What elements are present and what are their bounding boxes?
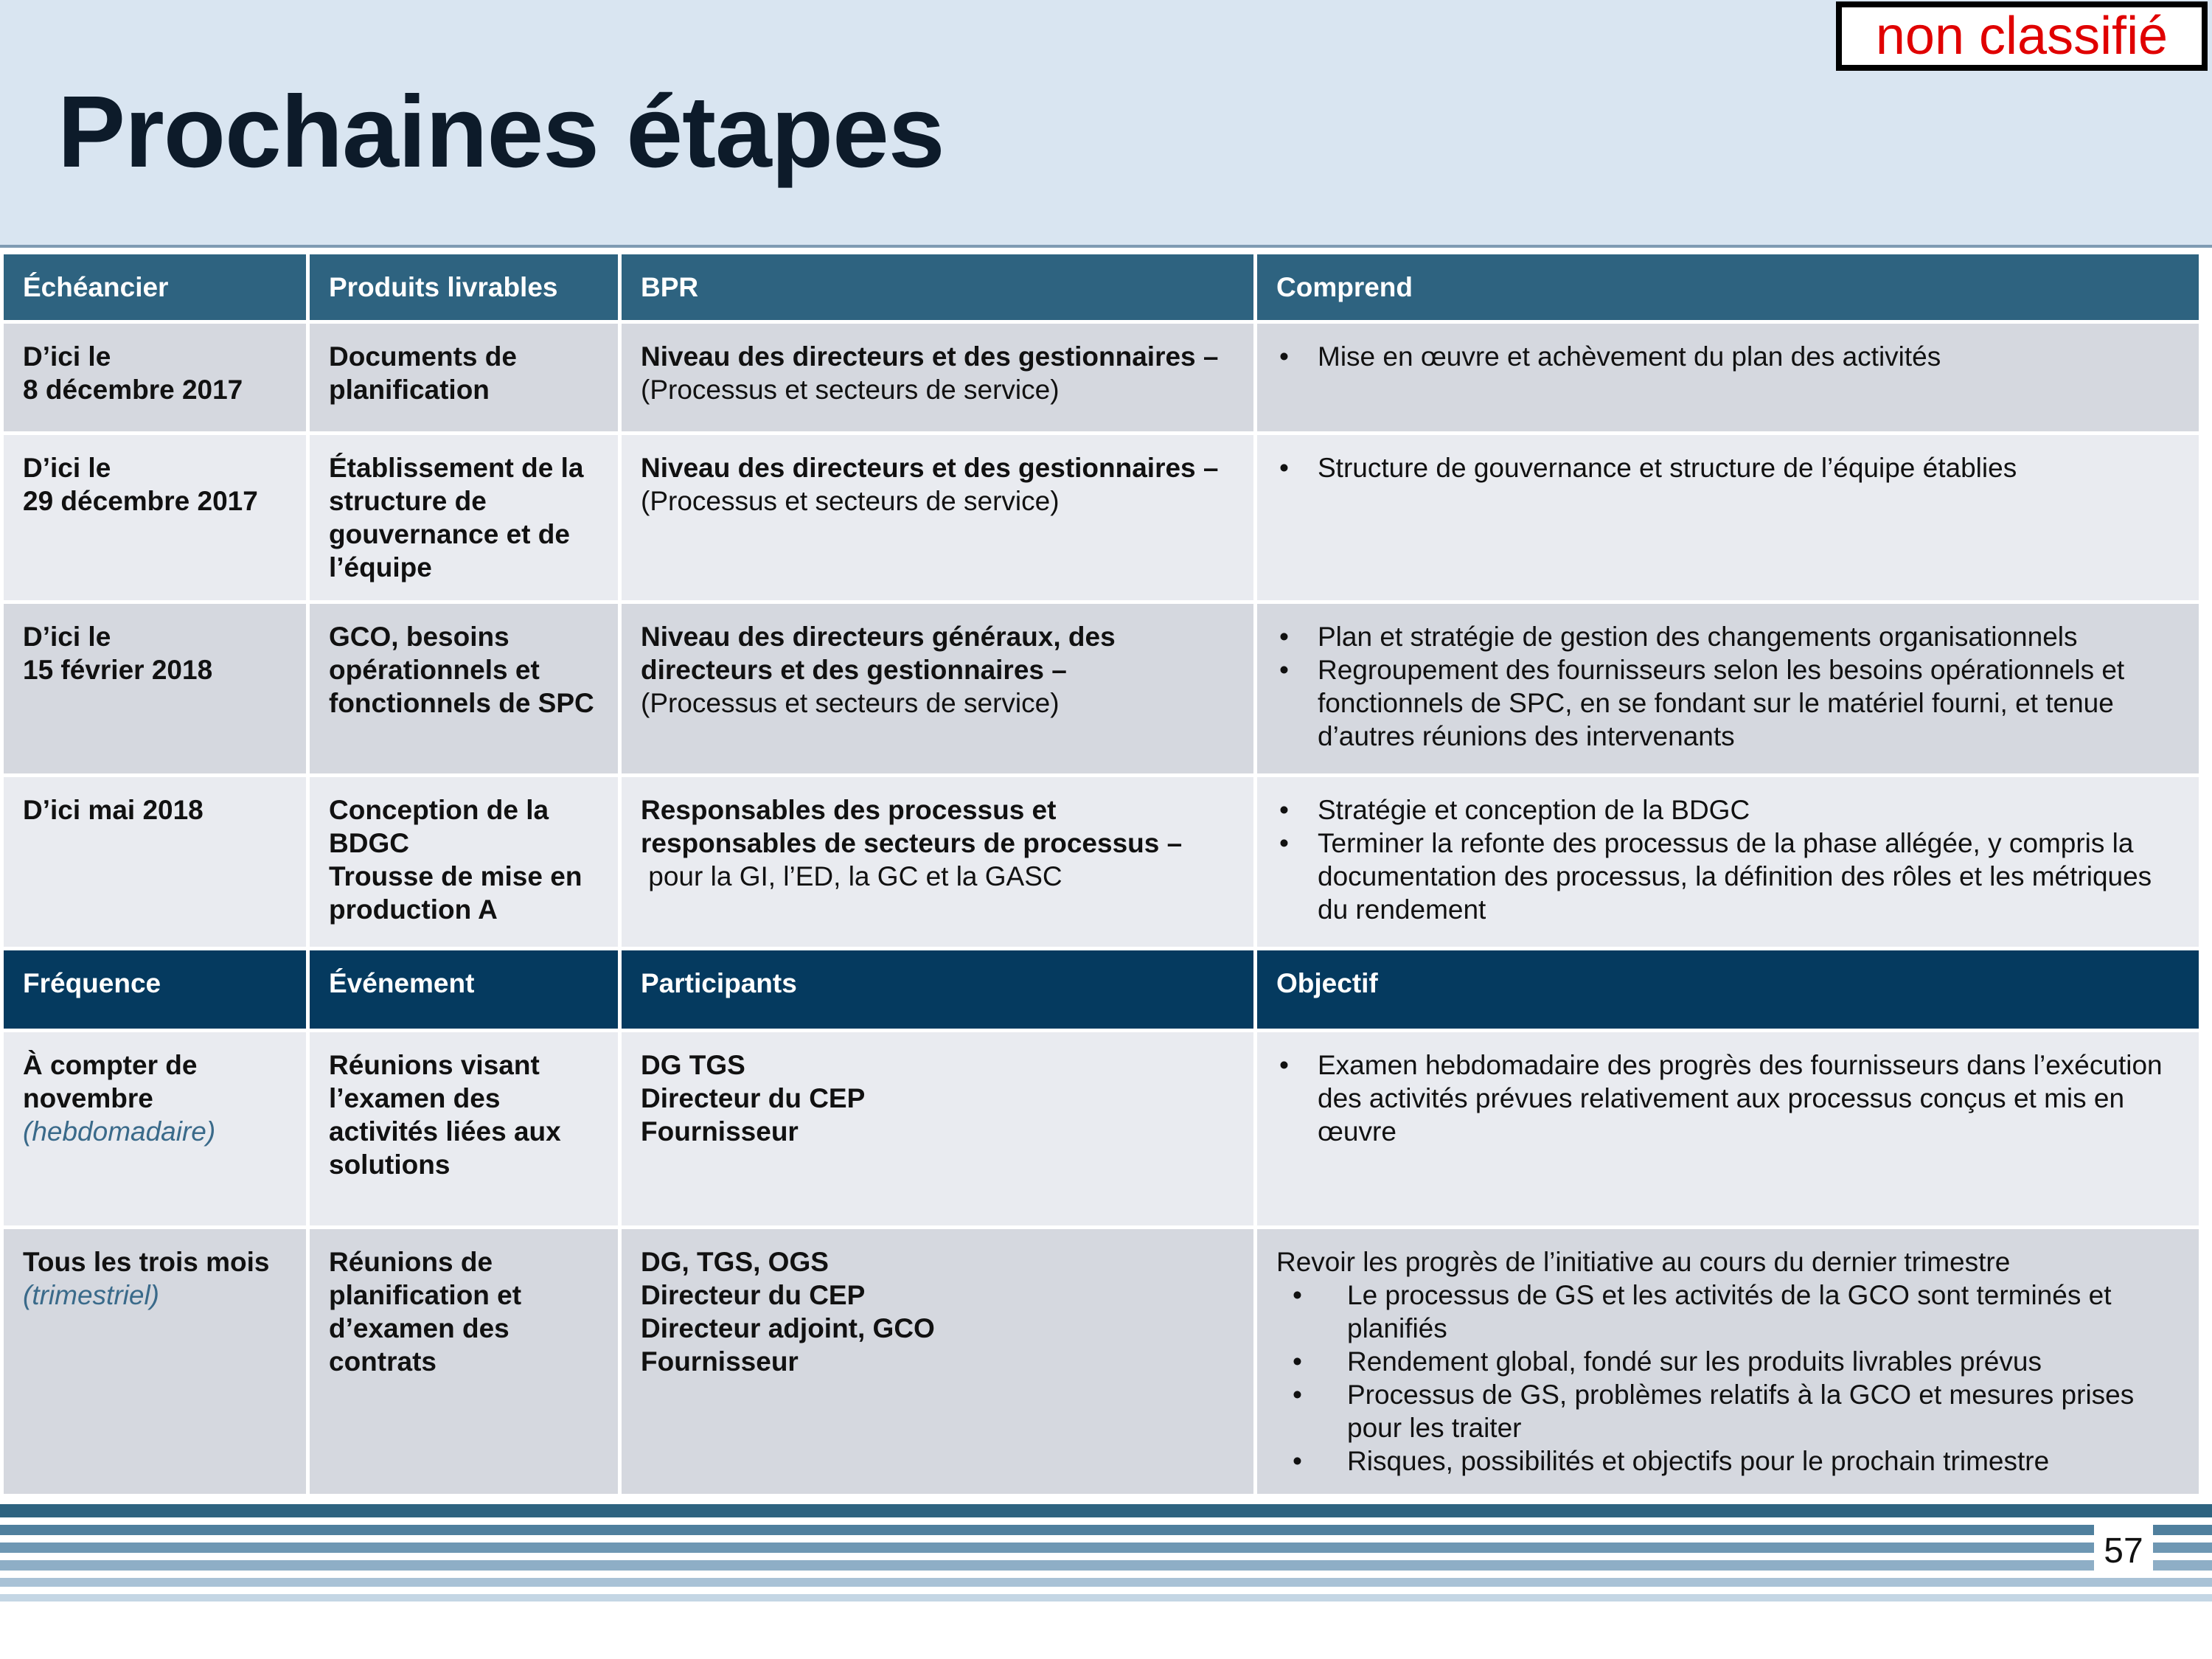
footer-stripe bbox=[0, 1543, 2212, 1553]
includes-cell bbox=[1257, 324, 2199, 431]
participant: Directeur du CEP bbox=[641, 1083, 866, 1113]
bpr-title: Niveau des directeurs généraux, des directeurs et des gestionnaires – bbox=[641, 622, 1116, 685]
participants-cell bbox=[622, 1229, 1253, 1494]
bpr-title: Niveau des directeurs et des gestionnaires – bbox=[641, 341, 1219, 372]
header-participants: Participants bbox=[622, 950, 1253, 1029]
list-item: • Terminer la refonte des processus de la phase allégée, y compris la documentation des processus, la définition des rôles et les métriques du rendement bbox=[1276, 827, 2180, 926]
list-item: • Stratégie et conception de la BDGC bbox=[1276, 793, 2180, 827]
page-title: Prochaines étapes bbox=[58, 75, 945, 189]
includes-cell bbox=[1257, 604, 2199, 773]
deliverable-cell bbox=[310, 777, 618, 947]
list-item: • Plan et stratégie de gestion des changements organisationnels bbox=[1276, 620, 2180, 653]
footer-stripe bbox=[0, 1525, 2212, 1535]
participant: Fournisseur bbox=[641, 1116, 799, 1147]
schedule-cell bbox=[4, 777, 306, 947]
schedule-date: 8 décembre 2017 bbox=[23, 375, 243, 405]
includes-cell bbox=[1257, 777, 2199, 947]
schedule-date: 15 février 2018 bbox=[23, 655, 213, 685]
participant: Directeur adjoint, GCO bbox=[641, 1313, 935, 1343]
header-event: Événement bbox=[310, 950, 618, 1029]
deliverable-cell: Établissement de la structure de gouvernance et de l’équipe bbox=[310, 435, 618, 600]
footer-stripe bbox=[0, 1560, 2212, 1571]
list-item: • Examen hebdomadaire des progrès des fournisseurs dans l’exécution des activités prévues relativement aux processus conçus et mis en œuvre bbox=[1276, 1048, 2180, 1148]
deliverable-line: Conception de la BDGC bbox=[329, 795, 549, 858]
schedule-line: D’ici le bbox=[23, 341, 111, 372]
frequency-cell bbox=[4, 1229, 306, 1494]
schedule-cell bbox=[4, 324, 306, 431]
header-deliverables: Produits livrables bbox=[310, 254, 618, 320]
participant: Directeur du CEP bbox=[641, 1280, 866, 1310]
participant: Fournisseur bbox=[641, 1346, 799, 1377]
list-item: • Le processus de GS et les activités de la GCO sont terminés et planifiés bbox=[1276, 1279, 2180, 1345]
event-cell: Réunions de planification et d’examen des contrats bbox=[310, 1229, 618, 1494]
table-row bbox=[4, 324, 2199, 431]
schedule-line: D’ici le bbox=[23, 453, 111, 483]
participants-cell bbox=[622, 1032, 1253, 1225]
table-row bbox=[4, 435, 2199, 600]
frequency-note: (trimestriel) bbox=[23, 1280, 159, 1310]
header-frequency: Fréquence bbox=[4, 950, 306, 1029]
list-item: • Mise en œuvre et achèvement du plan des activités bbox=[1276, 340, 2180, 373]
header-objective: Objectif bbox=[1257, 950, 2199, 1029]
header-includes: Comprend bbox=[1257, 254, 2199, 320]
list-item: • Regroupement des fournisseurs selon les besoins opérationnels et fonctionnels de SPC, en se fondant sur le matériel fourni, et tenue d’autres réunions des intervenants bbox=[1276, 653, 2180, 753]
page-number: 57 bbox=[2094, 1525, 2153, 1578]
schedule-line: D’ici mai 2018 bbox=[23, 795, 204, 825]
schedule-header-row bbox=[4, 254, 2199, 320]
footer-stripe bbox=[0, 1578, 2212, 1587]
participant: DG, TGS, OGS bbox=[641, 1247, 829, 1277]
bpr-cell bbox=[622, 777, 1253, 947]
bpr-detail: pour la GI, l’ED, la GC et la GASC bbox=[641, 861, 1062, 891]
schedule-date: 29 décembre 2017 bbox=[23, 486, 258, 516]
bpr-cell bbox=[622, 604, 1253, 773]
objective-cell bbox=[1257, 1032, 2199, 1225]
schedule-cell bbox=[4, 435, 306, 600]
schedule-line: D’ici le bbox=[23, 622, 111, 652]
list-item: • Processus de GS, problèmes relatifs à la GCO et mesures prises pour les traiter bbox=[1276, 1378, 2180, 1444]
bpr-title: Niveau des directeurs et des gestionnaires – bbox=[641, 453, 1219, 483]
bpr-detail: (Processus et secteurs de service) bbox=[641, 375, 1060, 405]
deliverable-cell: GCO, besoins opérationnels et fonctionnels de SPC bbox=[310, 604, 618, 773]
event-cell: Réunions visant l’examen des activités liées aux solutions bbox=[310, 1032, 618, 1225]
objective-cell bbox=[1257, 1229, 2199, 1494]
classification-label: non classifié bbox=[1836, 1, 2208, 71]
table-row bbox=[4, 1229, 2199, 1494]
list-item: • Rendement global, fondé sur les produits livrables prévus bbox=[1276, 1345, 2180, 1378]
footer-stripes bbox=[0, 1504, 2212, 1659]
next-steps-table bbox=[0, 251, 2202, 1498]
list-item: • Structure de gouvernance et structure de l’équipe établies bbox=[1276, 451, 2180, 484]
deliverable-cell: Documents de planification bbox=[310, 324, 618, 431]
header-bpr: BPR bbox=[622, 254, 1253, 320]
bpr-cell bbox=[622, 435, 1253, 600]
footer-stripe bbox=[0, 1504, 2212, 1517]
header-schedule: Échéancier bbox=[4, 254, 306, 320]
footer-stripe bbox=[0, 1594, 2212, 1601]
frequency-text: Tous les trois mois bbox=[23, 1247, 270, 1277]
schedule-cell bbox=[4, 604, 306, 773]
bpr-cell bbox=[622, 324, 1253, 431]
participant: DG TGS bbox=[641, 1050, 745, 1080]
includes-cell bbox=[1257, 435, 2199, 600]
frequency-text: À compter de novembre bbox=[23, 1050, 198, 1113]
bpr-detail: (Processus et secteurs de service) bbox=[641, 486, 1060, 516]
frequency-cell bbox=[4, 1032, 306, 1225]
table-row bbox=[4, 1032, 2199, 1225]
bpr-detail: (Processus et secteurs de service) bbox=[641, 688, 1060, 718]
table-row bbox=[4, 777, 2199, 947]
list-item: • Risques, possibilités et objectifs pour le prochain trimestre bbox=[1276, 1444, 2180, 1478]
bpr-title: Responsables des processus et responsables de secteurs de processus – bbox=[641, 795, 1183, 858]
frequency-note: (hebdomadaire) bbox=[23, 1116, 216, 1147]
frequency-header-row bbox=[4, 950, 2199, 1029]
deliverable-line: Trousse de mise en production A bbox=[329, 861, 582, 925]
table-row bbox=[4, 604, 2199, 773]
objective-intro: Revoir les progrès de l’initiative au cours du dernier trimestre bbox=[1276, 1247, 2011, 1277]
